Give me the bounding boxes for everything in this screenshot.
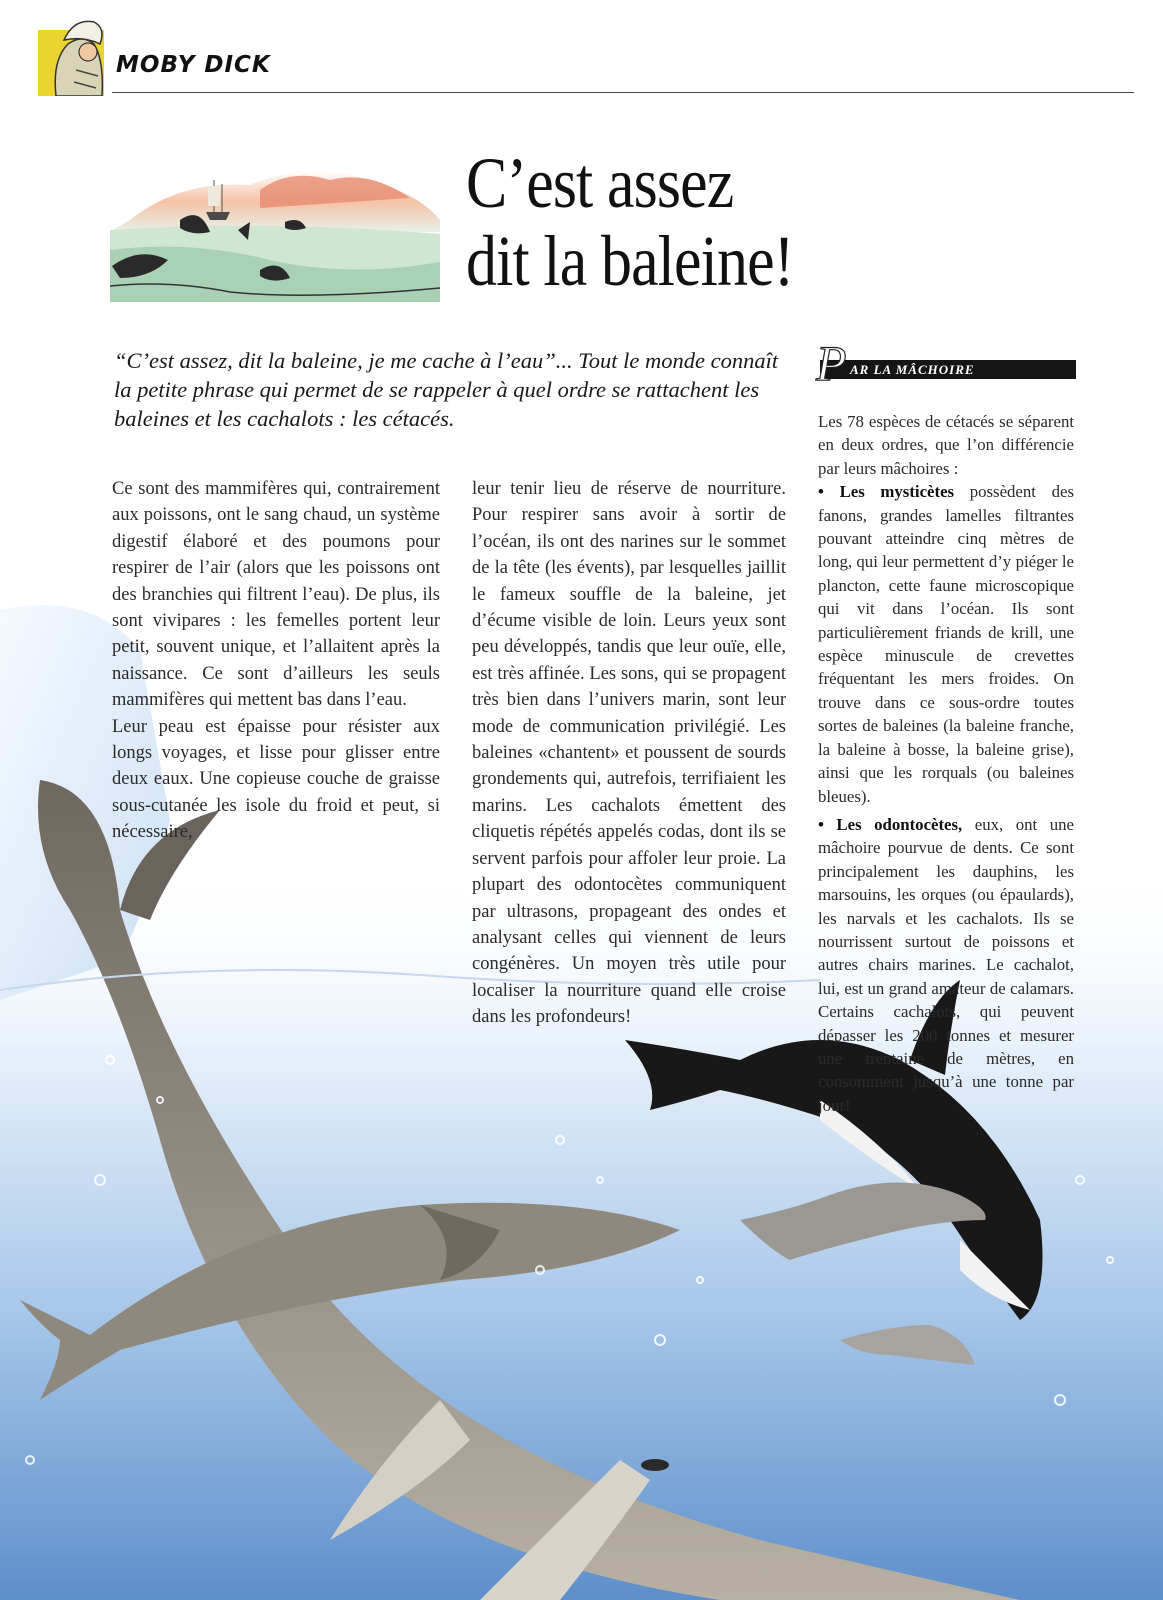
body-paragraph: Leur peau est épaisse pour résister aux longs voyages, et lisse pour glisser entre deux eaux. Une copieuse couche de graisse sous-cutanée les isole du froid et peut, si nécessaire, <box>112 716 440 843</box>
sidebar-intro: Les 78 espèces de cétacés se séparent en deux ordres, que l’on différencie par leurs mâchoires : <box>818 412 1074 478</box>
sidebar-item-text: possèdent des fanons, grandes lamelles filtrantes pouvant atteindre cinq mètres de long, qui leur permettent d’y piéger le plancton, cette faune microscopique qui vit dans l’océan. Ils sont particulièrement friands de krill, une espèce minuscule de crevettes fréquentant les mers froides. On trouve dans ce sous-ordre toutes sortes de baleines (la baleine franche, la baleine à bosse, la baleine grise), ainsi que les rorquals (ou baleines bleues). <box>818 482 1074 806</box>
body-column-1 <box>112 476 440 846</box>
page-title <box>466 144 794 300</box>
sidebar-column <box>818 410 1074 808</box>
section-title: MOBY DICK <box>116 52 271 78</box>
header-rule <box>112 92 1134 93</box>
sidebar-item-odontocetes <box>818 813 1074 1117</box>
body-paragraph: leur tenir lieu de réserve de nourriture. Pour respirer sans avoir à sortir de l’océan, ils ont des narines sur le sommet de la tête (les évents), par lesquelles jaillit le fameux souffle de la baleine, jet d’écume visible de loin. Leurs yeux sont peu développés, tandis que leur ouïe, elle, est très affinée. Les sons, qui se propagent très bien dans l’univers marin, sont leur mode de communication privilégié. Les baleines «chantent» et poussent de sourds grondements qui, autrefois, terrifiaient les marins. Les cachalots émettent des cliquetis répétés appelés codas, dont ils se servent parfois pour affoler leur proie. La plupart des odontocètes communiquent par ultrasons, propageant des ondes et analysant celles qui viennent de leurs congénères. Un moyen très utile pour localiser la nourriture quand elle croise dans les profondeurs! <box>472 479 786 1028</box>
sailor-character-icon <box>38 10 110 96</box>
title-line-1: C’est assez <box>466 143 734 223</box>
sidebar-heading-initial: P <box>816 335 847 391</box>
body-paragraph: Ce sont des mammifères qui, contrairement aux poissons, ont le sang chaud, un système digestif élaboré et des poumons pour respirer de l’air (alors que les poissons ont des branchies qui filtrent l’eau). De plus, ils sont vivipares : les femelles portent leur petit, souvent unique, et l’allaitent après la naissance. Ce sont d’ailleurs les seuls mammifères qui mettent bas dans l’eau. <box>112 479 440 711</box>
title-line-2: dit la baleine! <box>466 221 794 301</box>
sidebar-column-continued <box>818 813 1074 1117</box>
sidebar-item-mysticetes <box>818 480 1074 808</box>
sidebar-heading-text: AR LA MÂCHOIRE <box>850 362 975 377</box>
intro-paragraph: “C’est assez, dit la baleine, je me cache à l’eau”... Tout le monde connaît la petite phrase qui permet de se rappeler à quel ordre se rattachent les baleines et les cachalots : les cétacés. <box>114 348 779 431</box>
body-column-2 <box>472 476 786 1031</box>
sidebar-heading <box>816 335 1076 391</box>
sidebar-item-text: eux, ont une mâchoire pourvue de dents. Ce sont principalement les dauphins, les marsouins, les orques (ou épaulards), les narvals et les cachalots. Ils se nourrissent surtout de poissons et autres chairs marines. Le cachalot, lui, est un grand amateur de calamars. Certains cachalots, qui peuvent dépasser les 200 tonnes et mesurer une trentaine de mètres, en consomment jusqu’à une tonne par jour! <box>818 815 1075 1115</box>
sidebar-item-label: • Les mysticètes <box>818 482 955 502</box>
whaling-ship-scene <box>110 150 440 302</box>
sidebar-item-label: • Les odontocètes, <box>818 815 963 834</box>
